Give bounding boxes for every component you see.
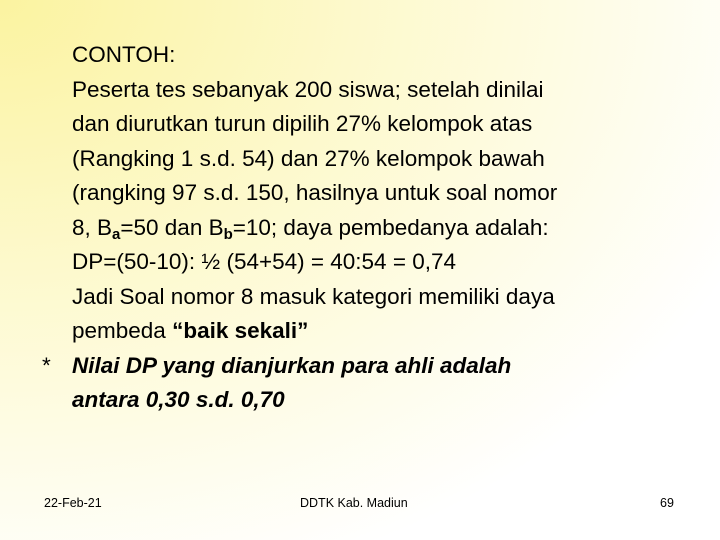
example-line-3: (Rangking 1 s.d. 54) dan 27% kelompok bawah	[72, 145, 545, 171]
example-line-1: Peserta tes sebanyak 200 siswa; setelah dinilai	[72, 76, 544, 102]
footer-date: 22-Feb-21	[44, 496, 102, 510]
conclusion-line-1: Jadi Soal nomor 8 masuk kategori memiliki daya	[72, 283, 555, 309]
conclusion-emphasis: “baik sekali”	[172, 318, 309, 343]
page-number: 69	[660, 496, 674, 510]
example-line-5-part-b: =50 dan B	[120, 214, 224, 240]
note-line-2: antara 0,30 s.d. 0,70	[72, 387, 285, 412]
note-bullet: *	[42, 352, 51, 378]
subscript-b: b	[223, 225, 233, 243]
example-line-5	[72, 211, 692, 246]
slide-body	[42, 38, 692, 418]
conclusion-line-2	[72, 314, 692, 349]
conclusion-prefix: pembeda	[72, 318, 173, 343]
subscript-a: a	[112, 225, 121, 243]
example-line-4: (rangking 97 s.d. 150, hasilnya untuk soal nomor	[72, 180, 558, 205]
example-line-5-part-c: =10; daya pembedanya adalah:	[232, 214, 549, 240]
example-line-5-part-a: 8, B	[72, 214, 113, 240]
footer-center: DDTK Kab. Madiun	[300, 496, 408, 510]
heading: CONTOH:	[72, 42, 176, 67]
formula: DP=(50-10): ½ (54+54) = 40:54 = 0,74	[72, 249, 457, 274]
example-line-2: dan diurutkan turun dipilih 27% kelompok atas	[72, 111, 533, 136]
note-line-1	[42, 349, 692, 384]
note-text-1: Nilai DP yang dianjurkan para ahli adalah	[72, 352, 512, 378]
